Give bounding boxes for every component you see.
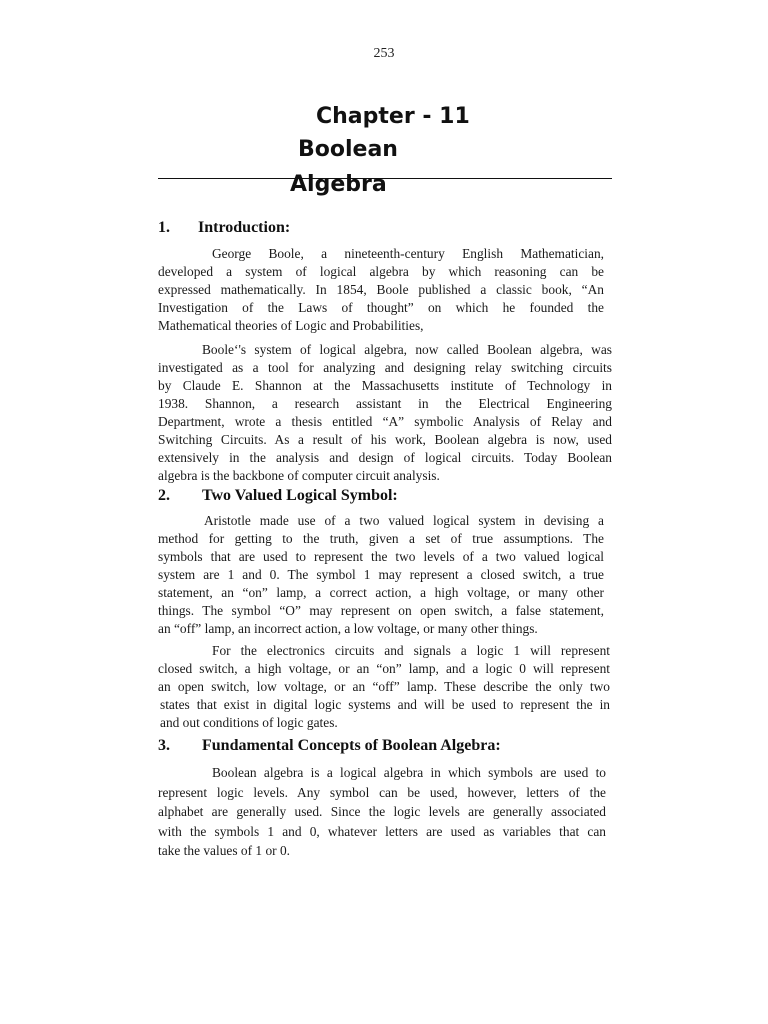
paragraph [158, 245, 604, 335]
text-line: system are 1 and 0. The symbol 1 may represent a closed switch, a true [158, 567, 604, 582]
text-line: George Boole, a nineteenth-century English Mathematician, [212, 246, 604, 261]
section-heading-fundamental-concepts [158, 737, 501, 755]
section-number: 3. [158, 737, 170, 754]
section-heading-two-valued-logical-symbol [158, 487, 398, 505]
text-line: symbols that are used to represent the two levels of a two valued logical [158, 549, 604, 564]
text-line: Boole‘'s system of logical algebra, now called Boolean algebra, was [202, 342, 612, 357]
text-line: with the symbols 1 and 0, whatever letters are used as variables that can [158, 823, 606, 839]
text-line: method for getting to the truth, given a set of true assumptions. The [158, 531, 604, 546]
section-title: Introduction: [198, 219, 291, 236]
text-line: For the electronics circuits and signals a logic 1 will represent [212, 643, 610, 658]
text-line: investigated as a tool for analyzing and designing relay switching circuits [158, 360, 612, 375]
chapter-title-line-2: Boolean [298, 137, 398, 162]
text-line: 1938. Shannon, a research assistant in the Electrical Engineering [158, 396, 612, 411]
text-line: alphabet are generally used. Since the logic levels are generally associated [158, 804, 606, 819]
paragraph [158, 763, 606, 861]
text-line: Boolean algebra is a logical algebra in which symbols are used to [212, 765, 606, 780]
text-line: Department, wrote a thesis entitled “A” symbolic Analysis of Relay and [158, 414, 612, 429]
text-line: Switching Circuits. As a result of his work, Boolean algebra is now, used [158, 432, 612, 447]
text-line: and out conditions of logic gates. [160, 715, 338, 730]
text-line: statement, an “on” lamp, a correct action, a high voltage, or many other [158, 585, 604, 600]
section-number: 1. [158, 219, 170, 236]
chapter-title-line-3: Algebra [290, 172, 387, 197]
section-title: Fundamental Concepts of Boolean Algebra: [202, 737, 501, 754]
text-line: states that exist in digital logic systems and will be used to represent the in [160, 697, 610, 712]
chapter-title-line-1: Chapter - 11 [316, 104, 470, 129]
text-line: take the values of 1 or 0. [158, 843, 291, 858]
section-number: 2. [158, 487, 170, 504]
text-line: developed a system of logical algebra by which reasoning can be [158, 264, 604, 279]
text-line: by Claude E. Shannon at the Massachusetts institute of Technology in [158, 378, 612, 393]
text-line: algebra is the backbone of computer circuit analysis. [158, 468, 440, 483]
section-heading-introduction [158, 219, 290, 237]
text-line: things. The symbol “O” may represent on open switch, a false statement, [158, 603, 604, 618]
text-line: an open switch, low voltage, or an “off” lamp. These describe the only two [158, 679, 610, 694]
text-line: an “off” lamp, an incorrect action, a low voltage, or many other things. [158, 621, 538, 636]
paragraph [158, 341, 612, 485]
text-line: closed switch, a high voltage, or an “on” lamp, and a logic 0 will represent [158, 661, 610, 676]
text-line: expressed mathematically. In 1854, Boole published a classic book, “An [158, 282, 604, 297]
text-line: Investigation of the Laws of thought” on which he founded the [158, 300, 604, 315]
page-number: 253 [373, 46, 395, 61]
text-line: Aristotle made use of a two valued logical system in devising a [204, 513, 604, 528]
text-line: extensively in the analysis and design of logical circuits. Today Boolean [158, 450, 612, 465]
section-title: Two Valued Logical Symbol: [202, 487, 398, 504]
paragraph [158, 512, 604, 638]
text-line: represent logic levels. Any symbol can be used, however, letters of the [158, 784, 606, 800]
text-line: Mathematical theories of Logic and Probabilities, [158, 318, 424, 333]
paragraph [158, 642, 610, 732]
